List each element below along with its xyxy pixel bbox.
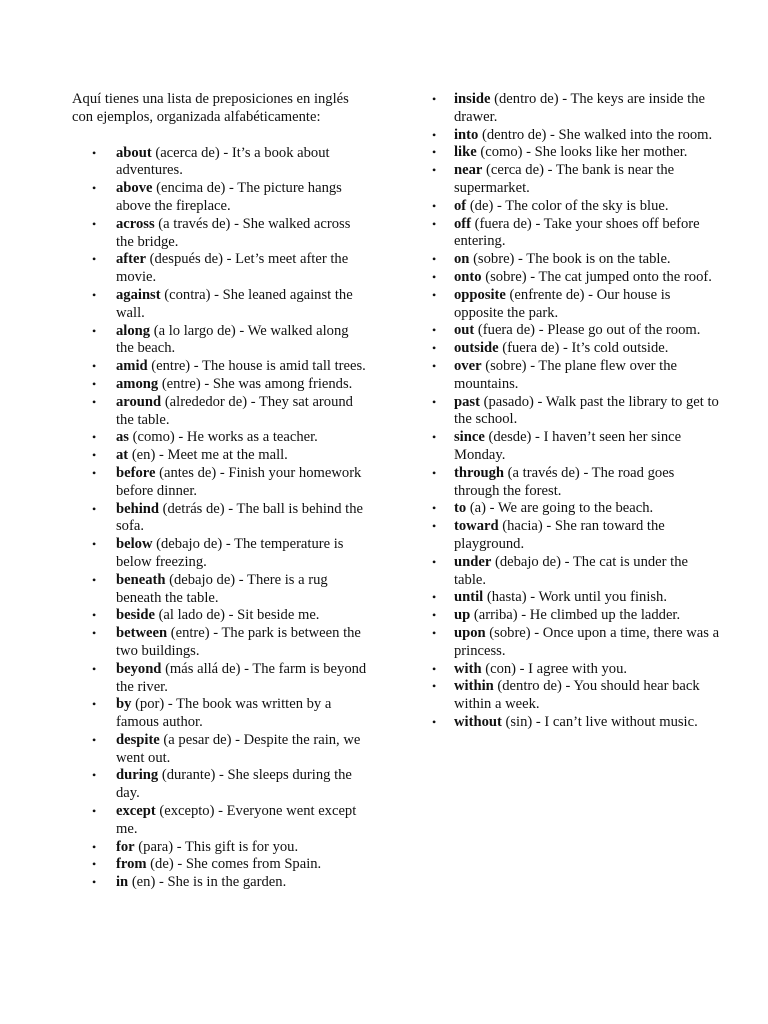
bullet-icon: • — [92, 252, 97, 267]
list-item — [432, 518, 722, 554]
left-column — [72, 91, 368, 892]
bullet-icon: • — [92, 537, 97, 552]
bullet-icon: • — [92, 608, 97, 623]
preposition-term: upon — [454, 624, 486, 641]
list-item — [72, 607, 368, 625]
list-item — [432, 91, 722, 127]
bullet-icon: • — [92, 145, 97, 160]
list-item — [72, 625, 368, 661]
bullet-icon: • — [92, 181, 97, 196]
bullet-icon: • — [432, 465, 437, 480]
bullet-icon: • — [432, 163, 437, 178]
preposition-definition: (como) - She looks like her mother. — [476, 144, 688, 161]
preposition-term: across — [116, 215, 155, 232]
bullet-icon: • — [432, 430, 437, 445]
preposition-term: through — [454, 464, 505, 481]
preposition-term: of — [454, 197, 467, 214]
bullet-icon: • — [432, 198, 437, 213]
preposition-term: amid — [116, 358, 148, 375]
bullet-icon: • — [92, 732, 97, 747]
preposition-definition: (dentro de) - You should hear back within a week. — [454, 678, 700, 713]
preposition-term: past — [454, 393, 480, 410]
list-item — [432, 127, 722, 145]
right-column — [432, 91, 722, 732]
preposition-definition: (alrededor de) - They sat around the table. — [116, 393, 353, 428]
preposition-definition: (entre) - The house is amid tall trees. — [147, 358, 366, 375]
preposition-definition: (en) - She is in the garden. — [128, 874, 287, 891]
preposition-definition: (antes de) - Finish your homework before dinner. — [116, 464, 362, 499]
bullet-icon: • — [432, 714, 437, 729]
preposition-term: on — [454, 251, 470, 268]
preposition-definition: (a) - We are going to the beach. — [466, 500, 654, 517]
preposition-term: toward — [454, 518, 499, 535]
bullet-icon: • — [432, 590, 437, 605]
list-item — [72, 447, 368, 465]
preposition-definition: (fuera de) - Take your shoes off before entering. — [454, 215, 700, 250]
list-item — [432, 625, 722, 661]
preposition-definition: (al lado de) - Sit beside me. — [154, 607, 320, 624]
bullet-icon: • — [92, 661, 97, 676]
bullet-icon: • — [92, 572, 97, 587]
preposition-definition: (hasta) - Work until you finish. — [483, 589, 667, 606]
list-item — [432, 394, 722, 430]
preposition-definition: (sobre) - The book is on the table. — [469, 251, 671, 268]
list-item — [72, 572, 368, 608]
preposition-term: during — [116, 767, 159, 784]
preposition-term: beneath — [116, 571, 166, 588]
preposition-term: beside — [116, 607, 155, 624]
bullet-icon: • — [92, 465, 97, 480]
preposition-term: as — [116, 429, 129, 446]
preposition-definition: (a lo largo de) - We walked along the beach. — [116, 322, 349, 357]
list-item — [72, 287, 368, 323]
list-item — [72, 501, 368, 537]
list-item — [432, 144, 722, 162]
bullet-icon: • — [432, 554, 437, 569]
preposition-term: from — [116, 856, 147, 873]
preposition-definition: (fuera de) - Please go out of the room. — [474, 322, 701, 339]
preposition-definition: (encima de) - The picture hangs above the fireplace. — [116, 180, 342, 214]
list-item — [72, 323, 368, 359]
list-item — [432, 322, 722, 340]
list-item — [432, 162, 722, 198]
preposition-definition: (a través de) - The road goes through the forest. — [454, 464, 675, 499]
preposition-definition: (contra) - She leaned against the wall. — [116, 286, 353, 321]
list-item — [72, 465, 368, 501]
preposition-definition: (desde) - I haven’t seen her since Monday. — [454, 429, 682, 463]
preposition-term: behind — [116, 500, 159, 517]
preposition-term: after — [116, 251, 146, 268]
preposition-definition: (para) - This gift is for you. — [134, 838, 299, 855]
list-item — [72, 358, 368, 376]
preposition-definition: (sobre) - The cat jumped onto the roof. — [481, 268, 712, 285]
bullet-icon: • — [432, 92, 437, 106]
preposition-definition: (por) - The book was written by a famous author. — [116, 696, 332, 731]
preposition-term: to — [454, 500, 467, 517]
preposition-term: below — [116, 536, 153, 553]
list-item — [72, 661, 368, 697]
preposition-term: onto — [454, 268, 482, 285]
bullet-icon: • — [432, 145, 437, 160]
list-item — [432, 216, 722, 252]
bullet-icon: • — [92, 501, 97, 516]
preposition-term: about — [116, 144, 152, 161]
bullet-icon: • — [92, 216, 97, 231]
preposition-term: into — [454, 126, 479, 143]
preposition-definition: (sobre) - The plane flew over the mountains. — [454, 357, 678, 392]
preposition-term: except — [116, 803, 156, 820]
preposition-definition: (acerca de) - It’s a book about adventures. — [116, 144, 330, 179]
list-item — [72, 732, 368, 768]
list-item — [72, 696, 368, 732]
list-item — [432, 554, 722, 590]
preposition-term: before — [116, 464, 156, 481]
preposition-definition: (debajo de) - The temperature is below freezing. — [116, 536, 344, 570]
list-item — [72, 216, 368, 252]
bullet-icon: • — [92, 875, 97, 890]
preposition-definition: (a pesar de) - Despite the rain, we went out. — [116, 731, 361, 766]
preposition-term: near — [454, 162, 483, 179]
preposition-list-left — [72, 145, 368, 892]
preposition-list-right — [432, 91, 722, 732]
preposition-definition: (cerca de) - The bank is near the supermarket. — [454, 162, 675, 196]
list-item — [72, 429, 368, 447]
list-item — [72, 839, 368, 857]
preposition-term: for — [116, 838, 135, 855]
list-item — [432, 714, 722, 732]
list-item — [432, 589, 722, 607]
list-item — [72, 180, 368, 216]
preposition-definition: (como) - He works as a teacher. — [128, 429, 318, 446]
preposition-term: with — [454, 660, 482, 677]
bullet-icon: • — [432, 323, 437, 338]
preposition-term: against — [116, 286, 161, 303]
preposition-term: off — [454, 215, 472, 232]
preposition-definition: (más allá de) - The farm is beyond the river. — [116, 660, 367, 695]
list-item — [432, 429, 722, 465]
preposition-term: by — [116, 696, 132, 713]
bullet-icon: • — [92, 804, 97, 819]
preposition-term: around — [116, 393, 162, 410]
list-item — [72, 536, 368, 572]
preposition-term: among — [116, 375, 159, 392]
preposition-term: in — [116, 874, 129, 891]
bullet-icon: • — [92, 359, 97, 374]
bullet-icon: • — [432, 216, 437, 231]
list-item — [432, 198, 722, 216]
list-item — [432, 678, 722, 714]
preposition-definition: (fuera de) - It’s cold outside. — [498, 340, 669, 357]
list-item — [432, 607, 722, 625]
preposition-definition: (a través de) - She walked across the bridge. — [116, 215, 351, 250]
bullet-icon: • — [92, 839, 97, 854]
list-item — [72, 874, 368, 892]
list-item — [432, 500, 722, 518]
bullet-icon: • — [432, 679, 437, 694]
list-item — [432, 251, 722, 269]
bullet-icon: • — [92, 857, 97, 872]
preposition-term: under — [454, 553, 492, 570]
preposition-definition: (detrás de) - The ball is behind the sofa. — [116, 500, 363, 535]
bullet-icon: • — [92, 323, 97, 338]
bullet-icon: • — [92, 768, 97, 783]
preposition-term: until — [454, 589, 484, 606]
list-item — [432, 358, 722, 394]
preposition-definition: (pasado) - Walk past the library to get to the school. — [454, 393, 719, 428]
preposition-definition: (entre) - The park is between the two buildings. — [116, 625, 361, 659]
preposition-term: beyond — [116, 660, 162, 677]
list-item — [432, 269, 722, 287]
preposition-term: despite — [116, 731, 160, 748]
list-item — [72, 376, 368, 394]
preposition-term: between — [116, 625, 168, 642]
preposition-term: within — [454, 678, 494, 695]
intro-paragraph: Aquí tienes una lista de preposiciones en inglés con ejemplos, organizada alfabéticamente: — [72, 91, 349, 125]
bullet-icon: • — [92, 287, 97, 302]
preposition-definition: (arriba) - He climbed up the ladder. — [470, 607, 681, 624]
preposition-definition: (debajo de) - The cat is under the table. — [454, 553, 688, 588]
preposition-definition: (de) - The color of the sky is blue. — [466, 197, 669, 214]
bullet-icon: • — [432, 341, 437, 356]
preposition-definition: (enfrente de) - Our house is opposite the park. — [454, 286, 671, 321]
preposition-term: up — [454, 607, 471, 624]
list-item — [72, 145, 368, 181]
preposition-definition: (excepto) - Everyone went except me. — [116, 803, 357, 837]
preposition-term: out — [454, 322, 475, 339]
preposition-term: at — [116, 447, 129, 464]
preposition-definition: (entre) - She was among friends. — [158, 375, 353, 392]
preposition-definition: (sin) - I can’t live without music. — [501, 713, 698, 730]
preposition-term: opposite — [454, 286, 506, 303]
bullet-icon: • — [432, 287, 437, 302]
list-item — [432, 340, 722, 358]
bullet-icon: • — [92, 697, 97, 712]
preposition-definition: (en) - Meet me at the mall. — [128, 447, 288, 464]
bullet-icon: • — [92, 448, 97, 463]
bullet-icon: • — [432, 501, 437, 516]
bullet-icon: • — [92, 394, 97, 409]
preposition-definition: (de) - She comes from Spain. — [146, 856, 322, 873]
bullet-icon: • — [432, 127, 437, 142]
list-item — [72, 803, 368, 839]
preposition-definition: (dentro de) - She walked into the room. — [478, 126, 713, 143]
bullet-icon: • — [432, 519, 437, 534]
preposition-definition: (debajo de) - There is a rug beneath the table. — [116, 571, 328, 606]
preposition-definition: (hacia) - She ran toward the playground. — [454, 518, 665, 552]
preposition-definition: (durante) - She sleeps during the day. — [116, 767, 352, 802]
preposition-definition: (sobre) - Once upon a time, there was a princess. — [454, 624, 720, 659]
bullet-icon: • — [432, 358, 437, 373]
bullet-icon: • — [92, 626, 97, 641]
preposition-term: since — [454, 429, 485, 446]
list-item — [72, 767, 368, 803]
bullet-icon: • — [432, 269, 437, 284]
preposition-term: outside — [454, 340, 499, 357]
list-item — [432, 465, 722, 501]
bullet-icon: • — [432, 661, 437, 676]
list-item — [72, 251, 368, 287]
preposition-term: like — [454, 144, 477, 161]
list-item — [72, 856, 368, 874]
bullet-icon: • — [432, 394, 437, 409]
bullet-icon: • — [432, 608, 437, 623]
list-item — [432, 661, 722, 679]
bullet-icon: • — [432, 625, 437, 640]
preposition-term: without — [454, 713, 502, 730]
preposition-definition: (después de) - Let’s meet after the movie. — [116, 251, 349, 286]
list-item — [432, 287, 722, 323]
preposition-term: over — [454, 357, 482, 374]
preposition-definition: (dentro de) - The keys are inside the drawer. — [454, 91, 706, 125]
preposition-term: inside — [454, 91, 491, 107]
preposition-definition: (con) - I agree with you. — [481, 660, 628, 677]
preposition-term: above — [116, 180, 153, 197]
preposition-term: along — [116, 322, 151, 339]
bullet-icon: • — [432, 252, 437, 267]
list-item — [72, 394, 368, 430]
bullet-icon: • — [92, 376, 97, 391]
bullet-icon: • — [92, 430, 97, 445]
